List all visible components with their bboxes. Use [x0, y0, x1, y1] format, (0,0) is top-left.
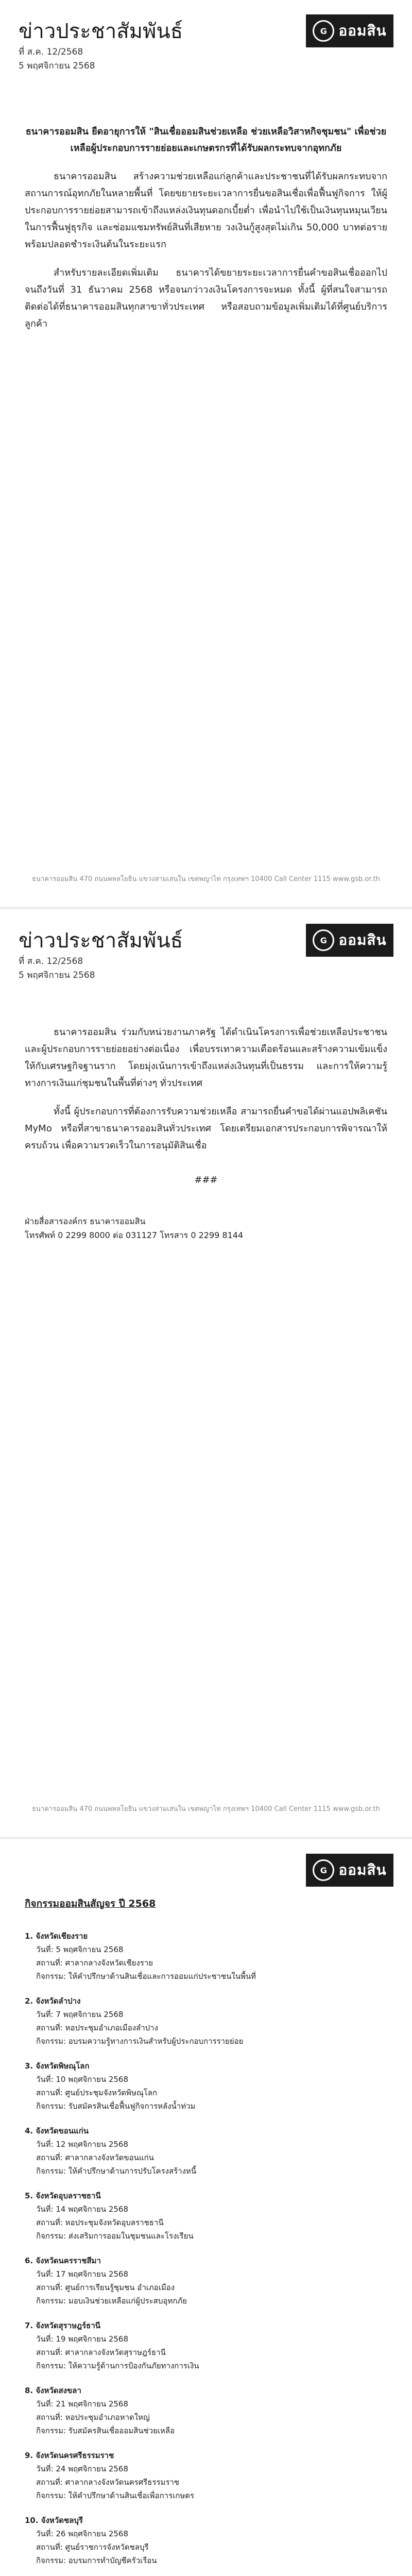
contact-line: โทรศัพท์ 0 2299 8000 ต่อ 031127 โทรสาร 0 2299 8144	[25, 1230, 244, 1240]
schedule-item-date: วันที่: 17 พฤศจิกายน 2568	[36, 2269, 129, 2279]
schedule-item	[25, 2189, 387, 2243]
schedule-list	[25, 1929, 387, 2576]
schedule-item-name: 6. จังหวัดนครราชสีมา	[25, 2256, 101, 2265]
schedule-item-name: 10. จังหวัดชลบุรี	[25, 2516, 83, 2525]
press-header	[19, 14, 393, 71]
schedule-item-date: วันที่: 24 พฤศจิกายน 2568	[36, 2464, 129, 2473]
schedule-item	[25, 2059, 387, 2113]
gsb-logo	[306, 1854, 393, 1887]
schedule-item-date: วันที่: 26 พฤศจิกายน 2568	[36, 2529, 129, 2538]
schedule-item-place: สถานที่: ศาลากลางจังหวัดเชียงราย	[36, 1958, 153, 1968]
gsb-emblem-icon: G	[313, 20, 334, 42]
schedule-item	[25, 2319, 387, 2372]
schedule-item	[25, 1994, 387, 2048]
news1-paragraph: ธนาคารออมสิน สร้างความช่วยเหลือแก่ลูกค้าและประชาชนที่ได้รับผลกระทบจากสถานการณ์อุทกภัยในหลายพื้นที่ โดยขยายระยะเวลาการยื่นขอสินเชื่อเพื่อฟื้นฟูกิจการ ให้ผู้ประกอบการรายย่อยสามารถเข้าถึงแหล่งเงินทุนดอกเบี้ยต่ำ เพื่อนำไปใช้เป็นเงินทุนหมุนเวียนในการฟื้นฟูธุรกิจ และซ่อมแซมทรัพย์สินที่เสียหาย วงเงินกู้สูงสุดไม่เกิน 50,000 บาทต่อราย พร้อมปลอดชำระเงินต้นในระยะแรก	[25, 171, 387, 250]
schedule-item	[25, 2254, 387, 2308]
news1-headline: ธนาคารออมสิน ยืดอายุการให้ "สินเชื่อออมสินช่วยเหลือ ช่วยเหลือวิสาหกิจชุมชน" เพื่อช่วยเหลือผู้ประกอบการรายย่อยและเกษตรกรที่ได้รับผลกระทบจากอุทกภัย	[25, 126, 387, 154]
press-title: ข่าวประชาสัมพันธ์	[19, 929, 183, 953]
gsb-logo-text: ออมสิน	[338, 1861, 387, 1878]
schedule-item-place: สถานที่: ศาลากลางจังหวัดสุราษฎร์ธานี	[36, 2348, 166, 2357]
schedule-item-date: วันที่: 5 พฤศจิกายน 2568	[36, 1945, 124, 1954]
schedule-item-name: 1. จังหวัดเชียงราย	[25, 1931, 88, 1941]
page-3	[0, 1839, 412, 2576]
page-footer: ธนาคารออมสิน 470 ถนนพหลโยธิน แขวงสามเสนใน เขตพญาไท กรุงเทพฯ 10400 Call Center 1115 www.gsb.or.th	[32, 1805, 380, 1813]
press-date: 5 พฤศจิกายน 2568	[19, 61, 95, 71]
contact-block	[25, 1214, 387, 1242]
schedule-item-date: วันที่: 7 พฤศจิกายน 2568	[36, 2010, 124, 2019]
schedule-item-name: 8. จังหวัดสงขลา	[25, 2386, 81, 2395]
schedule-item-place: สถานที่: หอประชุมอำเภอหาดใหญ่	[36, 2413, 150, 2422]
schedule-item-detail: กิจกรรม: ให้คำปรึกษาด้านสินเชื่อเพื่อการเกษตร	[36, 2491, 195, 2500]
news2-paragraph: ธนาคารออมสิน ร่วมกับหน่วยงานภาครัฐ ได้ดำเนินโครงการเพื่อช่วยเหลือประชาชนและผู้ประกอบการรายย่อยอย่างต่อเนื่อง เพื่อบรรเทาความเดือดร้อนและสร้างความเข้มแข็งให้กับเศรษฐกิจฐานราก โดยมุ่งเน้นการเข้าถึงแหล่งเงินทุนที่เป็นธรรม และการให้ความรู้ทางการเงินแก่ชุมชนในพื้นที่ต่างๆ ทั่วประเทศ	[25, 1027, 387, 1089]
schedule-item-detail: กิจกรรม: ให้ความรู้ด้านการป้องกันภัยทางการเงิน	[36, 2361, 199, 2370]
schedule-item-place: สถานที่: หอประชุมอำเภอเมืองลำปาง	[36, 2023, 158, 2032]
schedule-item	[25, 2514, 387, 2567]
contact-line: ฝ่ายสื่อสารองค์กร ธนาคารออมสิน	[25, 1216, 146, 1226]
schedule-item-place: สถานที่: หอประชุมจังหวัดอุบลราชธานี	[36, 2218, 164, 2227]
end-separator: ###	[194, 1175, 218, 1185]
schedule-item-detail: กิจกรรม: ให้คำปรึกษาด้านสินเชื่อและการออมแก่ประชาชนในพื้นที่	[36, 1972, 256, 1981]
schedule-item-name: 3. จังหวัดพิษณุโลก	[25, 2061, 90, 2071]
page-2	[0, 909, 412, 1837]
schedule-item-name: 9. จังหวัดนครศรีธรรมราช	[25, 2451, 114, 2460]
schedule-item	[25, 1929, 387, 1983]
gsb-emblem-icon: G	[313, 929, 334, 951]
schedule-item-name: 5. จังหวัดอุบลราชธานี	[25, 2191, 101, 2200]
press-date: 5 พฤศจิกายน 2568	[19, 970, 95, 980]
schedule-item-detail: กิจกรรม: อบรมการทำบัญชีครัวเรือน	[36, 2556, 157, 2565]
schedule-item-date: วันที่: 12 พฤศจิกายน 2568	[36, 2140, 129, 2149]
press-number: ที่ ส.ค. 12/2568	[19, 47, 83, 57]
gsb-emblem-icon: G	[313, 1859, 334, 1881]
schedule-item	[25, 2449, 387, 2502]
news2-paragraph: ทั้งนี้ ผู้ประกอบการที่ต้องการรับความช่วยเหลือ สามารถยื่นคำขอได้ผ่านแอปพลิเคชัน MyMo หรือที่สาขาธนาคารออมสินทั่วประเทศ โดยเตรียมเอกสารประกอบการพิจารณาให้ครบถ้วน เพื่อความรวดเร็วในการอนุมัติสินเชื่อ	[25, 1106, 387, 1151]
schedule-item-place: สถานที่: ศูนย์การเรียนรู้ชุมชน อำเภอเมือง	[36, 2283, 175, 2292]
schedule-item-detail: กิจกรรม: อบรมความรู้ทางการเงินสำหรับผู้ประกอบการรายย่อย	[36, 2037, 244, 2046]
page-1	[0, 0, 412, 907]
schedule-item	[25, 2384, 387, 2437]
schedule-title: กิจกรรมออมสินสัญจร ปี 2568	[25, 1898, 156, 1909]
news1-paragraph: สำหรับรายละเอียดเพิ่มเติม ธนาคารได้ขยายระยะเวลาการยื่นคำขอสินเชื่อออกไปจนถึงวันที่ 31 ธันวาคม 2568 หรือจนกว่าวงเงินโครงการจะหมด ทั้งนี้ ผู้ที่สนใจสามารถติดต่อได้ที่ธนาคารออมสินทุกสาขาทั่วประเทศ หรือสอบถามข้อมูลเพิ่มเติมได้ที่ศูนย์บริการลูกค้า	[25, 267, 387, 329]
schedule-item-date: วันที่: 19 พฤศจิกายน 2568	[36, 2334, 129, 2344]
schedule-item-name: 4. จังหวัดขอนแก่น	[25, 2126, 89, 2136]
schedule-item-place: สถานที่: ศูนย์ราชการจังหวัดชลบุรี	[36, 2543, 149, 2552]
schedule-item-date: วันที่: 10 พฤศจิกายน 2568	[36, 2075, 129, 2084]
news2-body	[25, 1012, 387, 1242]
schedule-item-place: สถานที่: ศาลากลางจังหวัดขอนแก่น	[36, 2153, 154, 2162]
press-header	[19, 924, 393, 980]
schedule-item-name: 2. จังหวัดลำปาง	[25, 1996, 81, 2006]
gsb-logo-text: ออมสิน	[338, 931, 387, 948]
press-number: ที่ ส.ค. 12/2568	[19, 956, 83, 967]
page-footer: ธนาคารออมสิน 470 ถนนพหลโยธิน แขวงสามเสนใน เขตพญาไท กรุงเทพฯ 10400 Call Center 1115 www.gsb.or.th	[32, 875, 380, 883]
schedule-item-place: สถานที่: ศูนย์ประชุมจังหวัดพิษณุโลก	[36, 2088, 158, 2097]
gsb-logo	[306, 924, 393, 957]
schedule-item-detail: กิจกรรม: ให้คำปรึกษาด้านการปรับโครงสร้างหนี้	[36, 2166, 197, 2176]
schedule-item-detail: กิจกรรม: มอบเงินช่วยเหลือแก่ผู้ประสบอุทกภัย	[36, 2296, 187, 2306]
schedule-item-detail: กิจกรรม: ส่งเสริมการออมในชุมชนและโรงเรียน	[36, 2231, 194, 2241]
schedule-item-date: วันที่: 21 พฤศจิกายน 2568	[36, 2399, 129, 2409]
news1-body	[25, 124, 387, 332]
schedule-item	[25, 2124, 387, 2178]
schedule-item-date: วันที่: 14 พฤศจิกายน 2568	[36, 2205, 129, 2214]
gsb-logo	[306, 14, 393, 47]
gsb-logo-text: ออมสิน	[338, 22, 387, 39]
schedule-item-detail: กิจกรรม: รับสมัครสินเชื่อฟื้นฟูกิจการหลังน้ำท่วม	[36, 2102, 196, 2111]
schedule-item-detail: กิจกรรม: รับสมัครสินเชื่อออมสินช่วยเหลือ	[36, 2426, 175, 2435]
press-title: ข่าวประชาสัมพันธ์	[19, 20, 183, 43]
schedule-item-name: 7. จังหวัดสุราษฎร์ธานี	[25, 2321, 101, 2330]
schedule-item-place: สถานที่: ศาลากลางจังหวัดนครศรีธรรมราช	[36, 2478, 180, 2487]
